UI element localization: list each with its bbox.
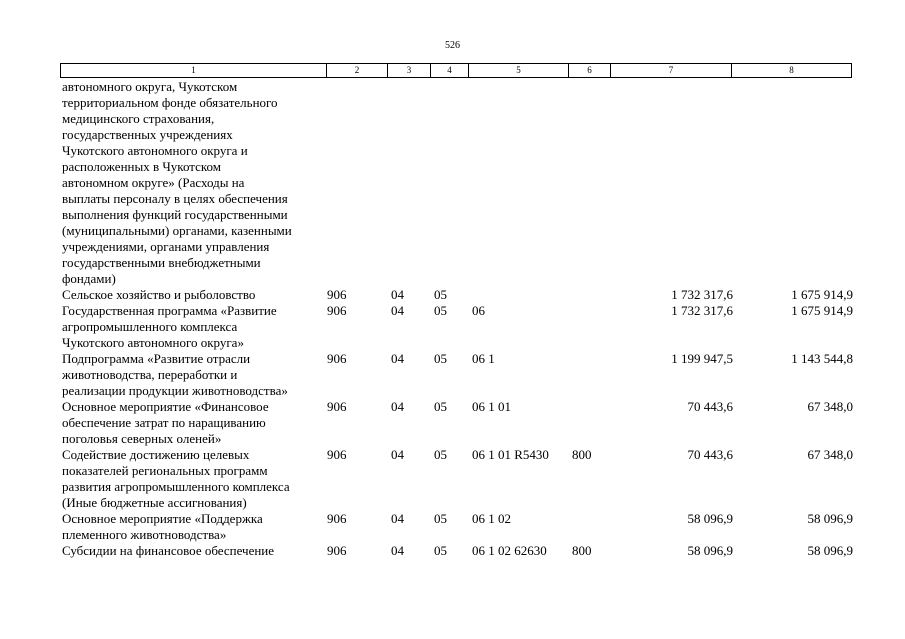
grbs-code: 906 [327, 351, 347, 366]
table-row [0, 447, 905, 511]
description-line: реализации продукции животноводства» [62, 383, 288, 398]
budget-table-body [0, 79, 905, 559]
section-code: 04 [391, 303, 404, 318]
description-line: Основное мероприятие «Финансовое [62, 399, 269, 414]
header-col-5: 5 [469, 64, 569, 78]
section-code: 04 [391, 399, 404, 414]
description-line: обеспечение затрат по наращиванию [62, 415, 266, 430]
row-description [62, 351, 330, 399]
description-line: Чукотского автономного округа» [62, 335, 244, 350]
target-article-code: 06 1 01 [472, 399, 511, 414]
subsection-code: 05 [434, 447, 447, 462]
description-line: развития агропромышленного комплекса [62, 479, 290, 494]
description-line: государственными внебюджетными [62, 255, 261, 270]
section-code: 04 [391, 351, 404, 366]
amount-year-2: 1 675 914,9 [791, 303, 853, 318]
target-article-code: 06 1 02 62630 [472, 543, 547, 558]
amount-year-2: 67 348,0 [807, 447, 853, 462]
grbs-code: 906 [327, 543, 347, 558]
amount-year-1: 1 732 317,6 [671, 303, 733, 318]
header-col-7: 7 [611, 64, 732, 78]
grbs-code: 906 [327, 287, 347, 302]
row-description [62, 399, 330, 447]
amount-year-2: 58 096,9 [807, 543, 853, 558]
table-row [0, 511, 905, 543]
table-row [0, 79, 905, 287]
header-col-3: 3 [388, 64, 431, 78]
header-col-1: 1 [61, 64, 327, 78]
description-line: Чукотского автономного округа и [62, 143, 248, 158]
header-col-2: 2 [327, 64, 388, 78]
grbs-code: 906 [327, 303, 347, 318]
amount-year-1: 1 732 317,6 [671, 287, 733, 302]
header-col-4: 4 [431, 64, 469, 78]
description-line: фондами) [62, 271, 116, 286]
description-line: (Иные бюджетные ассигнования) [62, 495, 247, 510]
row-description [62, 543, 330, 559]
target-article-code: 06 1 02 [472, 511, 511, 526]
header-col-8: 8 [732, 64, 852, 78]
expense-type-code: 800 [572, 447, 592, 462]
description-line: Сельское хозяйство и рыболовство [62, 287, 256, 302]
subsection-code: 05 [434, 511, 447, 526]
row-description [62, 303, 330, 351]
amount-year-2: 58 096,9 [807, 511, 853, 526]
amount-year-1: 70 443,6 [687, 447, 733, 462]
grbs-code: 906 [327, 399, 347, 414]
description-line: племенного животноводства» [62, 527, 227, 542]
table-row [0, 543, 905, 559]
header-col-6: 6 [569, 64, 611, 78]
amount-year-2: 1 143 544,8 [791, 351, 853, 366]
table-row [0, 287, 905, 303]
description-line: Основное мероприятие «Поддержка [62, 511, 263, 526]
page-number: 526 [445, 40, 460, 51]
subsection-code: 05 [434, 543, 447, 558]
description-line: государственных учреждениях [62, 127, 233, 142]
description-line: агропромышленного комплекса [62, 319, 238, 334]
expense-type-code: 800 [572, 543, 592, 558]
description-line: медицинского страхования, [62, 111, 215, 126]
row-description [62, 287, 330, 303]
description-line: Содействие достижению целевых [62, 447, 250, 462]
description-line: Подпрограмма «Развитие отрасли [62, 351, 251, 366]
amount-year-2: 67 348,0 [807, 399, 853, 414]
description-line: выплаты персоналу в целях обеспечения [62, 191, 288, 206]
description-line: Субсидии на финансовое обеспечение [62, 543, 275, 558]
section-code: 04 [391, 511, 404, 526]
table-row [0, 303, 905, 351]
amount-year-1: 58 096,9 [687, 543, 733, 558]
subsection-code: 05 [434, 399, 447, 414]
column-number-header [60, 63, 852, 78]
description-line: животноводства, переработки и [62, 367, 238, 382]
target-article-code: 06 1 [472, 351, 495, 366]
subsection-code: 05 [434, 303, 447, 318]
row-description [62, 79, 330, 287]
description-line: территориальном фонде обязательного [62, 95, 278, 110]
grbs-code: 906 [327, 447, 347, 462]
amount-year-1: 70 443,6 [687, 399, 733, 414]
amount-year-1: 1 199 947,5 [671, 351, 733, 366]
section-code: 04 [391, 287, 404, 302]
description-line: показателей региональных программ [62, 463, 268, 478]
section-code: 04 [391, 447, 404, 462]
amount-year-1: 58 096,9 [687, 511, 733, 526]
description-line: автономном округе» (Расходы на [62, 175, 245, 190]
grbs-code: 906 [327, 511, 347, 526]
table-row [0, 399, 905, 447]
row-description [62, 447, 330, 511]
subsection-code: 05 [434, 287, 447, 302]
subsection-code: 05 [434, 351, 447, 366]
amount-year-2: 1 675 914,9 [791, 287, 853, 302]
description-line: расположенных в Чукотском [62, 159, 222, 174]
target-article-code: 06 [472, 303, 485, 318]
description-line: выполнения функций государственными [62, 207, 288, 222]
description-line: учреждениями, органами управления [62, 239, 270, 254]
description-line: поголовья северных оленей» [62, 431, 222, 446]
table-row [0, 351, 905, 399]
target-article-code: 06 1 01 R5430 [472, 447, 549, 462]
description-line: автономного округа, Чукотском [62, 79, 238, 94]
row-description [62, 511, 330, 543]
description-line: (муниципальными) органами, казенными [62, 223, 292, 238]
description-line: Государственная программа «Развитие [62, 303, 277, 318]
section-code: 04 [391, 543, 404, 558]
